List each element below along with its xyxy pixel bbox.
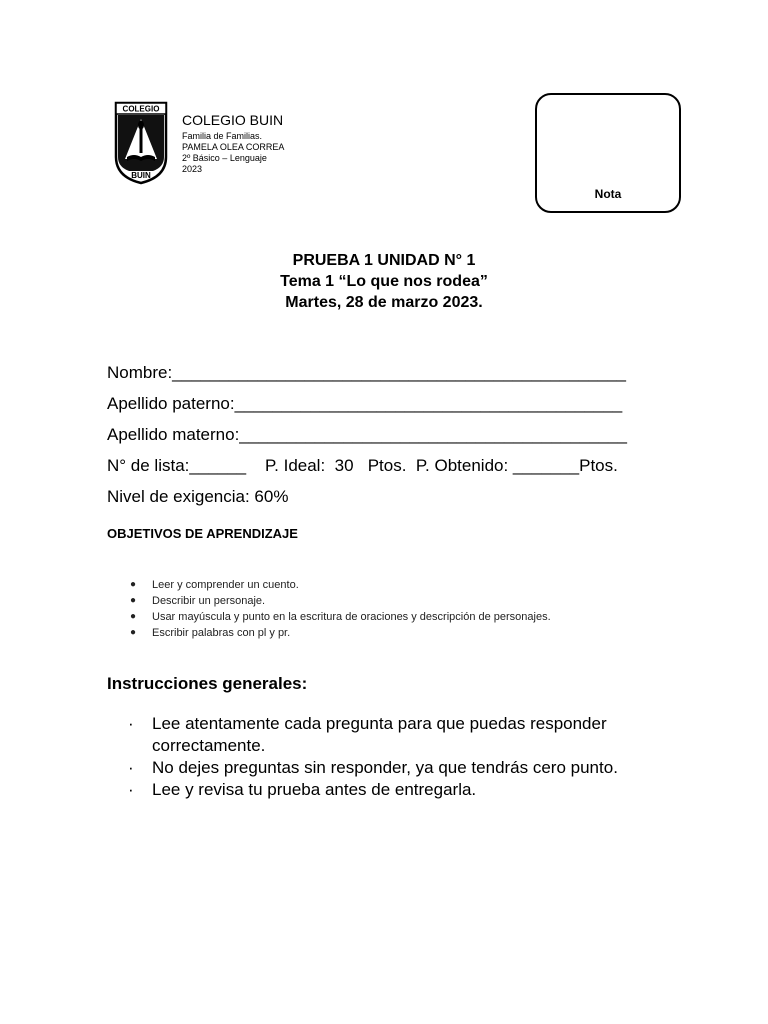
test-title-line2: Tema 1 “Lo que nos rodea”: [280, 273, 488, 290]
bullet-icon: ·: [128, 780, 134, 799]
nombre-field: Nombre:________________________________________________: [107, 363, 627, 382]
exigencia-text: Nivel de exigencia: 60%: [107, 487, 289, 506]
objective-item: [130, 578, 551, 594]
school-name: COLEGIO BUIN: [182, 112, 284, 128]
test-title: [0, 250, 768, 313]
objective-item: [130, 610, 551, 626]
school-motto: Familia de Familias.: [182, 131, 263, 141]
instruction-text: Lee atentamente cada pregunta para que puedas responder correctamente.: [152, 714, 607, 755]
instructions-heading: Instrucciones generales:: [107, 674, 308, 693]
instructions-list: [128, 713, 688, 801]
school-year: 2023: [182, 164, 203, 174]
grade-label: Nota: [594, 187, 622, 201]
bullet-icon: ●: [130, 579, 137, 590]
bullet-icon: ●: [130, 627, 137, 638]
bullet-icon: ●: [130, 611, 137, 622]
school-crest-logo: [113, 101, 169, 185]
bullet-icon: ·: [128, 714, 134, 733]
instruction-item: [128, 757, 688, 779]
objective-item: [130, 594, 551, 610]
apellido-paterno-field: Apellido paterno:_________________________________________: [107, 394, 623, 413]
objective-text: Escribir palabras con pl y pr.: [152, 627, 291, 639]
student-fields: [107, 361, 627, 516]
grade-box: [535, 93, 681, 213]
test-title-line1: PRUEBA 1 UNIDAD N° 1: [292, 252, 476, 269]
course-subject: 2º Básico – Lenguaje: [182, 153, 267, 163]
objectives-list: [130, 578, 551, 642]
objective-item: [130, 626, 551, 642]
objective-text: Usar mayúscula y punto en la escritura de oraciones y descripción de personajes.: [152, 611, 551, 623]
objective-text: Describir un personaje.: [152, 595, 266, 607]
school-info: [182, 112, 284, 175]
objectives-heading: OBJETIVOS DE APRENDIZAJE: [107, 526, 298, 541]
instruction-text: No dejes preguntas sin responder, ya que tendrás cero punto.: [152, 758, 618, 777]
instruction-item: [128, 779, 688, 801]
objective-text: Leer y comprender un cuento.: [152, 579, 299, 591]
bullet-icon: ·: [128, 758, 134, 777]
bullet-icon: ●: [130, 595, 137, 606]
instruction-item: [128, 713, 688, 757]
lista-puntaje-field: N° de lista:______ P. Ideal: 30 Ptos. P. Obtenido: _______Ptos.: [107, 456, 618, 475]
teacher-name: PAMELA OLEA CORREA: [182, 142, 285, 152]
logo-text-bottom: BUIN: [131, 171, 151, 180]
apellido-materno-field: Apellido materno:_________________________________________: [107, 425, 627, 444]
instruction-text: Lee y revisa tu prueba antes de entregarla.: [152, 780, 477, 799]
test-title-line3: Martes, 28 de marzo 2023.: [285, 294, 483, 311]
logo-text-top: COLEGIO: [122, 104, 160, 114]
